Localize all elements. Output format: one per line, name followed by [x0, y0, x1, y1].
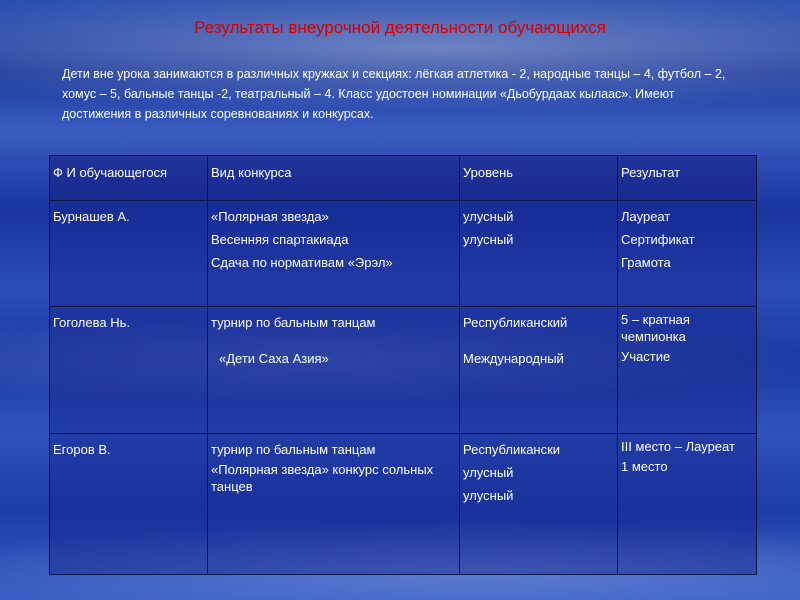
slide-title: Результаты внеурочной деятельности обучающихся [194, 18, 606, 37]
level-item: Международный [463, 351, 564, 366]
contest-item: «Полярная звезда» конкурс сольных танцев [211, 462, 434, 494]
level-item: улусный [463, 488, 514, 503]
contest-item: «Полярная звезда» [211, 209, 329, 224]
student-name-cell: Бурнашев А. [50, 201, 208, 307]
level-item: улусный [463, 209, 514, 224]
header-contest-type: Вид конкурса [208, 156, 460, 201]
contest-item: Сдача по нормативам «Эрэл» [211, 255, 393, 270]
result-cell [618, 307, 757, 434]
table-row [50, 201, 757, 307]
contest-item: турнир по бальным танцам [211, 442, 376, 457]
level-cell [460, 201, 618, 307]
contest-cell [208, 201, 460, 307]
level-item: Республиканский [463, 315, 568, 330]
result-cell [618, 434, 757, 575]
intro-paragraph: Дети вне урока занимаются в различных кружках и секциях: лёгкая атлетика - 2, народные танцы – 4, футбол – 2, хомус – 5, бальные танцы -2, театральный – 4. Класс удостоен номинации «Дьобурдаах кылаас». Имеют достижения в различных соревнованиях и конкурсах. [62, 67, 726, 121]
results-table [49, 155, 757, 575]
header-level: Уровень [460, 156, 618, 201]
level-item: улусный [463, 232, 514, 247]
result-cell [618, 201, 757, 307]
level-cell [460, 434, 618, 575]
table-row [50, 434, 757, 575]
header-result: Результат [618, 156, 757, 201]
result-item: III место – Лауреат [621, 439, 735, 454]
result-item: Участие [621, 349, 671, 364]
contest-cell [208, 307, 460, 434]
student-name-cell: Егоров В. [50, 434, 208, 575]
level-cell [460, 307, 618, 434]
level-item: Республикански [463, 442, 561, 457]
contest-item: «Дети Саха Азия» [219, 351, 329, 366]
level-item: улусный [463, 465, 514, 480]
result-item: Сертификат [621, 232, 695, 247]
table-header-row [50, 156, 757, 201]
contest-item: турнир по бальным танцам [211, 315, 376, 330]
header-student-name: Ф И обучающегося [50, 156, 208, 201]
student-name-cell: Гоголева Нь. [50, 307, 208, 434]
contest-cell [208, 434, 460, 575]
result-item: Лауреат [621, 209, 671, 224]
table-row [50, 307, 757, 434]
result-item: Грамота [621, 255, 671, 270]
contest-item: Весенняя спартакиада [211, 232, 349, 247]
result-item: 1 место [621, 459, 668, 474]
result-item: 5 – кратная чемпионка [621, 312, 690, 344]
